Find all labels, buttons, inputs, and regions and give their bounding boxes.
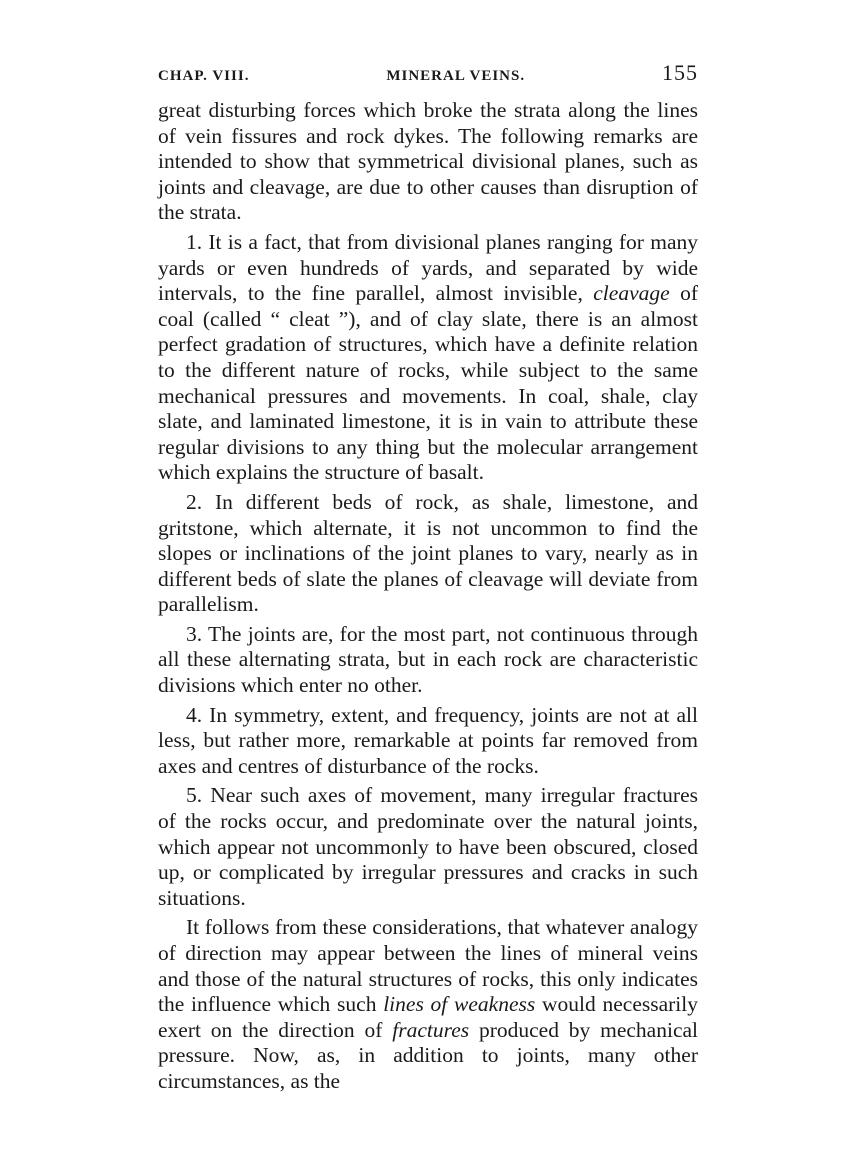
paragraph-6 (158, 915, 698, 1094)
running-header (158, 60, 698, 86)
paragraph-4: 4. In symmetry, extent, and frequency, joints are not at all less, but rather more, remarkable at points far removed from axes and centres of disturbance of the rocks. (158, 702, 698, 778)
running-title: MINERAL VEINS. (386, 68, 526, 84)
chapter-label: CHAP. VIII. (158, 68, 250, 84)
paragraph-5: 5. Near such axes of movement, many irregular fractures of the rocks occur, and predominate over the natural joints, which appear not uncommonly to have been obscured, closed up, or complicated by irregular pressures and cracks in such situations. (158, 783, 698, 910)
paragraph-intro: great disturbing forces which broke the strata along the lines of vein fissures and rock dykes. The following remarks are intended to show that symmetrical divisional planes, such as joints and cleavage, are due to other causes than disruption of the strata. (158, 98, 698, 225)
paragraph-1 (158, 230, 698, 486)
body-text (158, 98, 698, 1095)
term-lines-of-weakness: lines of weakness (383, 992, 536, 1017)
book-page (158, 60, 698, 1095)
paragraph-6-part-b: would necessarily exert on the direction of (158, 992, 698, 1042)
paragraph-2: 2. In different beds of rock, as shale, limestone, and gritstone, which alternate, it is not uncommon to find the slopes or inclinations of the joint planes to vary, nearly as in different beds of slate the planes of cleavage will deviate from parallelism. (158, 489, 698, 617)
paragraph-6-part-c: produced by mechanical pressure. Now, as, in addition to joints, many other circumstances, as the (158, 1017, 699, 1093)
paragraph-6-part-a: It follows from these considerations, that whatever analogy of direction may appear between the lines of mineral veins and those of the natural structures of rocks, this only indicates the influence which such (158, 915, 698, 1017)
term-fractures: fractures (392, 1017, 470, 1042)
paragraph-3: 3. The joints are, for the most part, not continuous through all these alternating strata, but in each rock are characteristic divisions which enter no other. (158, 621, 698, 698)
paragraph-1-part-b: of coal (called “ cleat ”), and of clay slate, there is an almost perfect gradation of structures, which have a definite relation to the different nature of rocks, while subject to the same mechanical pressures and movements. In coal, shale, clay slate, and laminated limestone, it is in vain to attribute these regular divisions to any thing but the molecular arrangement which explains the structure of basalt. (158, 281, 698, 485)
page-number: 155 (662, 60, 698, 85)
term-cleavage: cleavage (593, 281, 670, 306)
paragraph-1-part-a: 1. It is a fact, that from divisional planes ranging for many yards or even hundreds of yards, and separated by wide intervals, to the fine parallel, almost invisible, (158, 229, 698, 306)
